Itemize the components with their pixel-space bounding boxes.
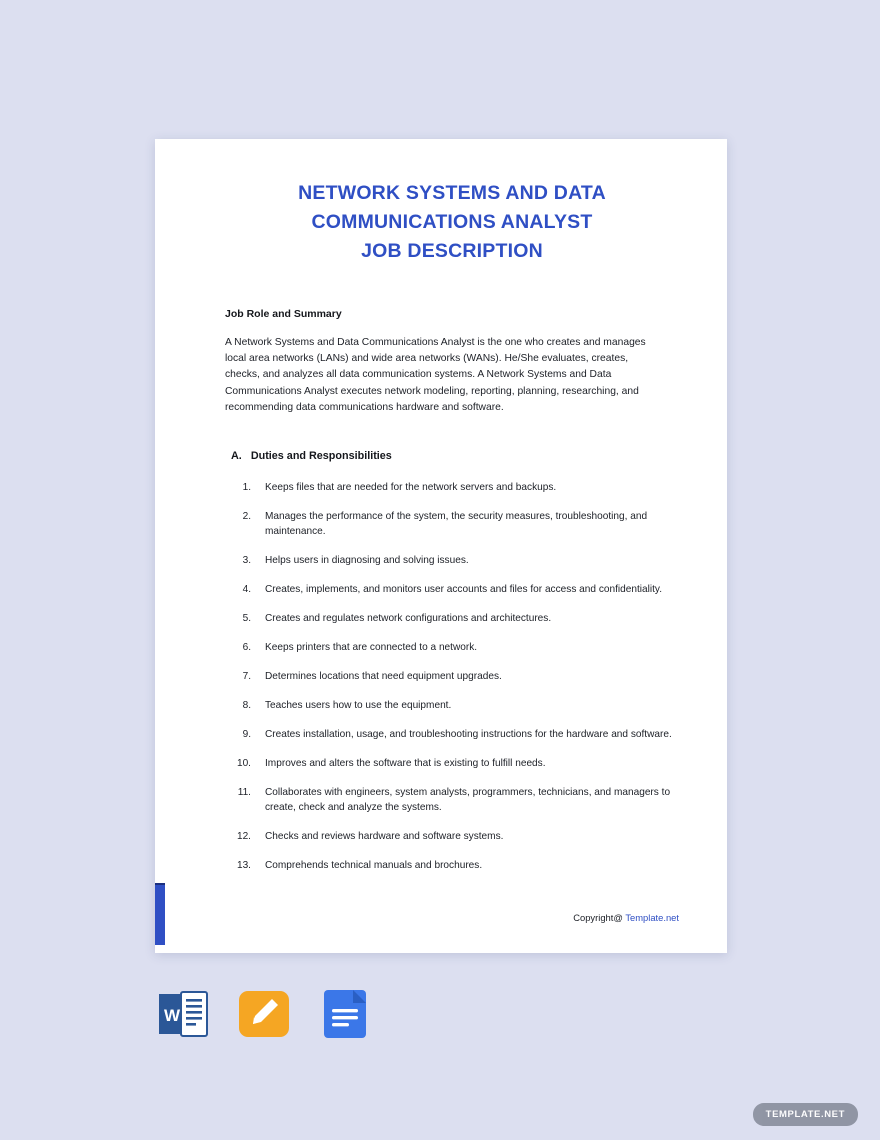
pages-download-button[interactable] (236, 986, 292, 1042)
list-item-text: Collaborates with engineers, system analysts, programmers, technicians, and managers to create, check and analyze the systems. (265, 787, 671, 814)
list-item-number: 13. (236, 860, 251, 872)
watermark-badge: TEMPLATE.NET (753, 1103, 858, 1126)
list-item-text: Improves and alters the software that is existing to fulfill needs. (265, 758, 546, 770)
list-item (225, 640, 679, 655)
list-item-text: Comprehends technical manuals and brochures. (265, 860, 483, 872)
list-item (225, 480, 679, 495)
document-footer (155, 885, 727, 953)
summary-heading: Job Role and Summary (225, 308, 342, 320)
list-item-text: Manages the performance of the system, the security measures, troubleshooting, and maintenance. (265, 511, 648, 538)
list-item-number: 3. (242, 555, 251, 567)
word-download-button[interactable] (155, 986, 211, 1042)
list-item (225, 858, 679, 873)
list-item-text: Determines locations that need equipment upgrades. (265, 671, 502, 683)
list-item-text: Keeps files that are needed for the network servers and backups. (265, 482, 557, 494)
title-line-3: JOB DESCRIPTION (361, 240, 543, 262)
list-item-number: 4. (242, 584, 251, 596)
title-line-2: COMMUNICATIONS ANALYST (311, 211, 593, 233)
list-item (225, 756, 679, 771)
summary-paragraph: A Network Systems and Data Communications Analyst is the one who creates and manages local area networks (LANs) and wide area networks (WANs). He/She evaluates, creates, checks, and analyzes all data communication systems. A Network Systems and Data Communications Analyst executes network modeling, reporting, planning, researching, and recommending data communications hardware and software. (225, 337, 646, 413)
list-item (225, 553, 679, 568)
list-item (225, 611, 679, 626)
page-title (225, 179, 679, 266)
list-item-number: 8. (242, 700, 251, 712)
list-item-number: 12. (236, 831, 251, 843)
list-item-text: Teaches users how to use the equipment. (265, 700, 452, 712)
list-item-text: Creates installation, usage, and troubleshooting instructions for the hardware and software. (265, 729, 672, 741)
list-item-text: Checks and reviews hardware and software systems. (265, 831, 504, 843)
pages-icon (236, 986, 292, 1042)
list-item-number: 2. (242, 511, 251, 523)
list-item-number: 6. (242, 642, 251, 654)
list-item (225, 509, 679, 539)
word-icon (155, 986, 211, 1042)
list-item-number: 7. (242, 671, 251, 683)
title-line-1: NETWORK SYSTEMS AND DATA (298, 182, 606, 204)
document-page (155, 139, 727, 953)
duties-heading (225, 450, 679, 462)
svg-text:W: W (163, 1006, 181, 1025)
file-format-icons (155, 986, 373, 1042)
copyright (573, 912, 679, 923)
list-item-text: Keeps printers that are connected to a network. (265, 642, 478, 654)
list-item-number: 5. (242, 613, 251, 625)
template-net-link[interactable]: Template.net (625, 912, 679, 923)
list-item (225, 785, 679, 815)
list-item-text: Helps users in diagnosing and solving issues. (265, 555, 469, 567)
duties-heading-label: Duties and Responsibilities (250, 450, 392, 463)
footer-accent-bar (155, 885, 165, 945)
list-item-number: 9. (242, 729, 251, 741)
duties-heading-letter: A. (231, 450, 242, 463)
list-item-number: 10. (236, 758, 251, 770)
list-item (225, 698, 679, 713)
list-item (225, 727, 679, 742)
list-item (225, 582, 679, 597)
list-item (225, 829, 679, 844)
list-item (225, 669, 679, 684)
duties-list (225, 480, 679, 873)
list-item-text: Creates and regulates network configurations and architectures. (265, 613, 552, 625)
list-item-number: 1. (242, 482, 251, 494)
google-docs-download-button[interactable] (317, 986, 373, 1042)
google-docs-icon (317, 986, 373, 1042)
document-preview[interactable] (155, 139, 727, 953)
list-item-number: 11. (237, 787, 251, 799)
list-item-text: Creates, implements, and monitors user accounts and files for access and confidentiality. (265, 584, 663, 596)
copyright-label: Copyright@ (573, 912, 623, 923)
